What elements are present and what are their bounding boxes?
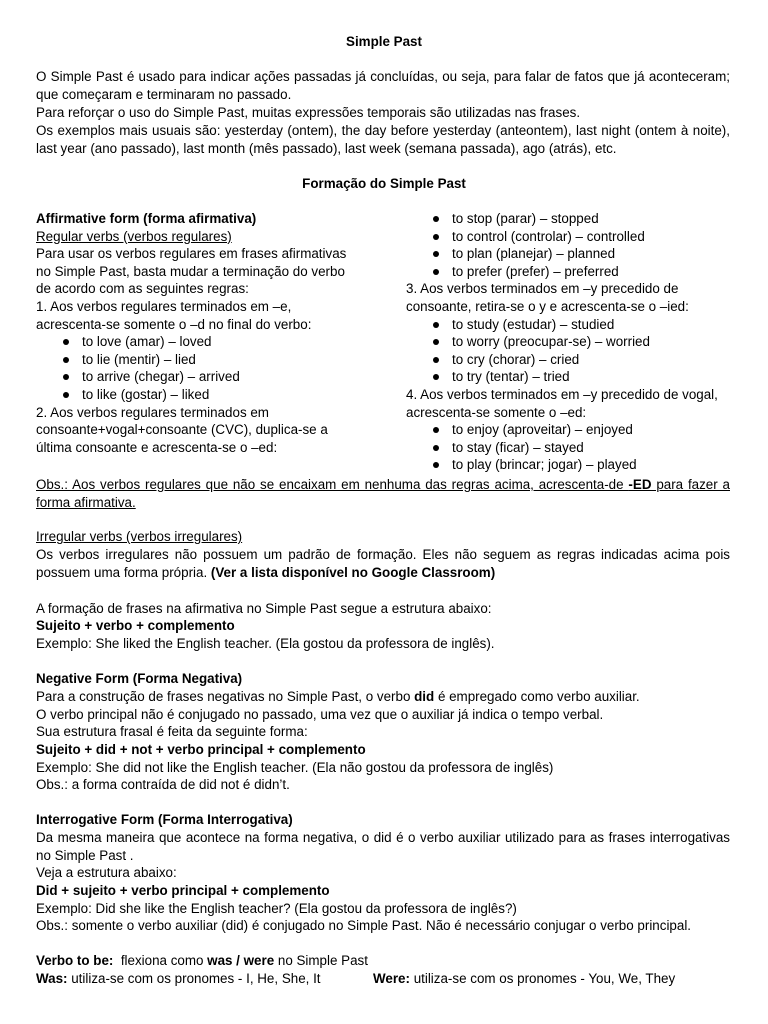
obs-text: Obs.: Aos verbos regulares que não se encaixam em nenhuma das regras acima, acrescenta-de: [36, 477, 629, 492]
were-label: Were:: [373, 971, 410, 986]
was-label: Was:: [36, 971, 68, 986]
to-be-text-a: flexiona como: [113, 953, 208, 968]
page-title: Simple Past: [346, 34, 422, 49]
formation-heading: Formação do Simple Past: [302, 176, 466, 191]
were-line: [373, 970, 733, 988]
obs-ed: -ED: [628, 477, 652, 492]
list-item: to lie (mentir) – lied: [36, 351, 356, 369]
negative-line-1-a: Para a construção de frases negativas no Simple Past, o verbo: [36, 689, 415, 704]
interrogative-formula: Did + sujeito + verbo principal + complemento: [36, 883, 330, 898]
list-item: to cry (chorar) – cried: [406, 351, 736, 369]
rule-4: 4. Aos verbos terminados em –y precedido de vogal, acrescenta-se somente o –ed:: [406, 386, 718, 420]
negative-example: Exemplo: She did not like the English teacher. (Ela não gostou da professora de inglês): [36, 760, 554, 775]
rule-1-examples: [36, 333, 356, 403]
to-be-line: [36, 952, 736, 970]
negative-line-1-b: é empregado como verbo auxiliar.: [434, 689, 640, 704]
regular-intro: Para usar os verbos regulares em frases afirmativas no Simple Past, basta mudar a terminação do verbo de acordo com as seguintes regras:: [36, 246, 347, 297]
regular-verbs-heading: Regular verbs (verbos regulares): [36, 228, 232, 244]
intro-paragraph-2: Para reforçar o uso do Simple Past, muitas expressões temporais são utilizadas nas frases.: [36, 105, 581, 120]
negative-line-2: O verbo principal não é conjugado no passado, uma vez que o auxiliar já indica o tempo verbal.: [36, 707, 604, 722]
rule-2-examples: [406, 210, 736, 280]
list-item: to study (estudar) – studied: [406, 316, 736, 334]
list-item: to love (amar) – loved: [36, 333, 356, 351]
to-be-text-b: no Simple Past: [274, 953, 368, 968]
right-column: [406, 210, 736, 474]
was-line: [36, 970, 366, 988]
list-item: to stay (ficar) – stayed: [406, 439, 736, 457]
rule-3-examples: [406, 316, 736, 386]
rule-2: 2. Aos verbos regulares terminados em consoante+vogal+consoante (CVC), duplica-se a última consoante e acrescenta-se o –ed:: [36, 404, 328, 455]
negative-obs: Obs.: a forma contraída de did not é didn’t.: [36, 777, 290, 792]
interrogative-line-2: Veja a estrutura abaixo:: [36, 865, 177, 880]
interrogative-text: Da mesma maneira que acontece na forma negativa, o did é o verbo auxiliar utilizado para as frases interrogativas no Simple Past .: [36, 830, 730, 863]
list-item: to arrive (chegar) – arrived: [36, 368, 356, 386]
structure-example: Exemplo: She liked the English teacher. (Ela gostou da professora de inglês).: [36, 636, 495, 651]
negative-line-3: Sua estrutura frasal é feita da seguinte forma:: [36, 724, 308, 739]
intro-paragraph-1: O Simple Past é usado para indicar ações passadas já concluídas, ou seja, para falar de fatos que já aconteceram; que começaram e terminaram no passado.: [36, 69, 730, 102]
rule-1: 1. Aos verbos regulares terminados em –e, acrescenta-se somente o –d no final do verbo:: [36, 298, 312, 332]
list-item: to stop (parar) – stopped: [406, 210, 736, 228]
list-item: to try (tentar) – tried: [406, 368, 736, 386]
structure-formula: Sujeito + verbo + complemento: [36, 618, 235, 633]
list-item: to control (controlar) – controlled: [406, 228, 736, 246]
to-be-forms: was / were: [207, 953, 275, 968]
intro-paragraph-3: Os exemplos mais usuais são: yesterday (ontem), the day before yesterday (anteontem), last night (ontem à noite), last year (ano passado), last month (mês passado), last week (semana passada), ago (atrás), etc.: [36, 123, 730, 156]
irregular-heading: Irregular verbs (verbos irregulares): [36, 529, 243, 544]
list-item: to prefer (prefer) – preferred: [406, 263, 736, 281]
list-item: to enjoy (aproveitar) – enjoyed: [406, 421, 736, 439]
list-item: to like (gostar) – liked: [36, 386, 356, 404]
negative-line-1: [36, 688, 736, 706]
list-item: to play (brincar; jogar) – played: [406, 456, 736, 474]
obs-regular-verbs: [36, 476, 730, 511]
structure-intro: A formação de frases na afirmativa no Simple Past segue a estrutura abaixo:: [36, 601, 492, 616]
left-column: [36, 210, 356, 456]
rule-3: 3. Aos verbos terminados em –y precedido de consoante, retira-se o y e acrescenta-se o –ied:: [406, 281, 689, 314]
were-text: utiliza-se com os pronomes - You, We, They: [409, 971, 676, 986]
negative-formula: Sujeito + did + not + verbo principal + complemento: [36, 742, 366, 757]
negative-did: did: [414, 689, 435, 704]
negative-heading: Negative Form (Forma Negativa): [36, 671, 243, 686]
interrogative-heading: Interrogative Form (Forma Interrogativa): [36, 812, 293, 827]
list-item: to worry (preocupar-se) – worried: [406, 333, 736, 351]
irregular-text: Os verbos irregulares não possuem um padrão de formação. Eles não seguem as regras indicadas acima pois possuem uma forma própria.: [36, 547, 730, 580]
irregular-paragraph: [36, 546, 730, 581]
obs-end: para fazer a forma afirmativa.: [36, 477, 730, 510]
interrogative-example: Exemplo: Did she like the English teacher? (Ela gostou da professora de inglês?): [36, 901, 517, 916]
irregular-note: (Ver a lista disponível no Google Classroom): [210, 564, 496, 580]
was-text: utiliza-se com os pronomes - I, He, She, It: [67, 971, 321, 986]
to-be-label: Verbo to be:: [36, 953, 114, 968]
list-item: to plan (planejar) – planned: [406, 245, 736, 263]
interrogative-obs: Obs.: somente o verbo auxiliar (did) é conjugado no Simple Past. Não é necessário conjugar o verbo principal.: [36, 918, 692, 933]
rule-4-examples: [406, 421, 736, 474]
affirmative-heading: Affirmative form (forma afirmativa): [36, 211, 257, 226]
